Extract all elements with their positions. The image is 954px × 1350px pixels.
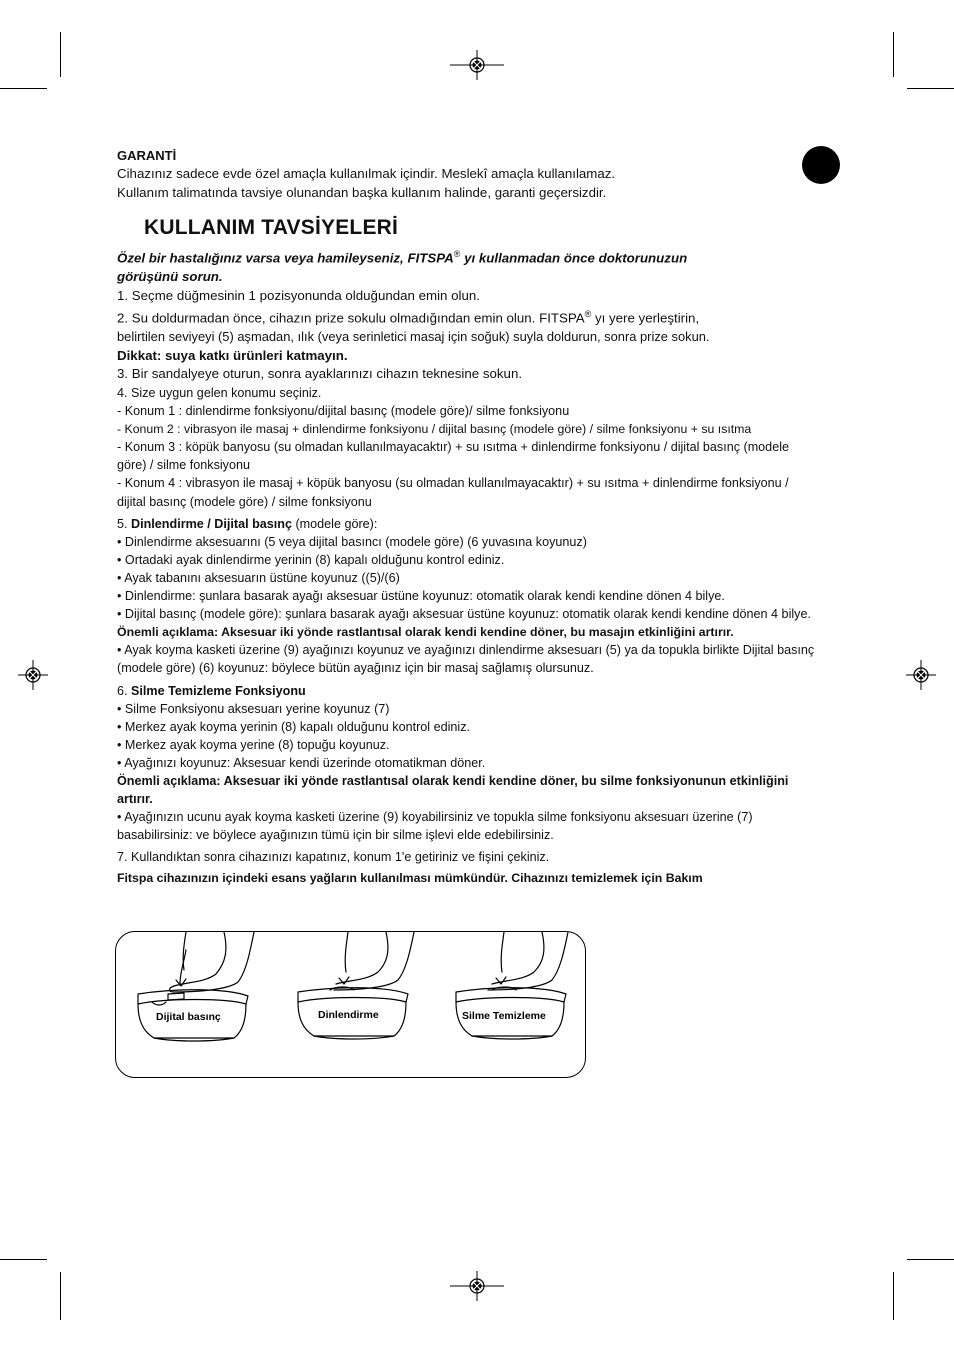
figure-label: Silme Temizleme	[462, 1010, 546, 1022]
crop-mark	[0, 88, 47, 89]
registration-mark-icon	[18, 660, 48, 690]
step-text: 7. Kullandıktan sonra cihazınızı kapatınız, konum 1'e getiriniz ve fişini çekiniz.	[117, 850, 550, 865]
warranty-line: Cihazınız sadece evde özel amaçla kullanılmak içindir. Meslekî amaçla kullanılamaz.	[117, 166, 616, 181]
step-text: 1. Seçme düğmesinin 1 pozisyonunda olduğundan emin olun.	[117, 287, 480, 303]
crop-mark	[60, 32, 61, 77]
list-item: • Ayak koyma kasketi üzerine (9) ayağınızı koyunuz ve ayağınızı dinlendirme aksesuarı (5) ya da topukla birlikte Dijital basınç (modele göre) (6) koyunuz: böylece bütün ayağınız için bir masaj sağlamış olursunuz.	[117, 643, 815, 676]
figure-label: Dijital basınç	[156, 1011, 221, 1023]
list-item: • Merkez ayak koyma yerinin (8) kapalı olduğunu kontrol ediniz.	[117, 719, 471, 734]
usage-illustration	[115, 931, 586, 1078]
important-note: Önemli açıklama: Aksesuar iki yönde rastlantısal olarak kendi kendine döner, bu masajın etkinliğini artırır.	[117, 625, 734, 640]
position-item: - Konum 4 : vibrasyon ile masaj + köpük banyosu (su olmadan kullanılmayacaktır) + su ısıtma + dinlendirme fonksiyonu / dijital basınç (modele göre) / silme fonksiyonu	[117, 476, 789, 509]
registration-mark-icon	[906, 660, 936, 690]
step-text: 4. Size uygun gelen konumu seçiniz.	[117, 386, 322, 400]
crop-mark	[907, 88, 954, 89]
warranty-section	[117, 147, 817, 202]
registered-mark: ®	[453, 249, 461, 259]
important-note: Önemli açıklama: Aksesuar iki yönde rastlantısal olarak kendi kendine döner, bu silme fonksiyonunun etkinliğini artırır.	[117, 773, 789, 807]
list-item: • Dijital basınç (modele göre): şunlara basarak ayağı aksesuar üstüne koyunuz: otomatik olarak kendi kendine dönen 4 bilye.	[117, 607, 811, 622]
position-item: - Konum 3 : köpük banyosu (su olmadan kullanılmayacaktır) + su ısıtma + dinlendirme fonksiyonu / dijital basınç (modele göre) / silme fonksiyonu	[117, 440, 789, 473]
crop-mark	[893, 32, 894, 77]
step-title: Silme Temizleme Fonksiyonu	[131, 683, 306, 698]
step-text-part: yı yere yerleştirin,	[591, 310, 700, 326]
crop-mark	[0, 1259, 47, 1260]
list-item: • Silme Fonksiyonu aksesuarı yerine koyunuz (7)	[117, 701, 390, 716]
final-note: Fitspa cihazınızın içindeki esans yağların kullanılması mümkündür. Cihazınızı temizlemek için Bakım	[117, 871, 703, 886]
step-text: belirtilen seviyeyi (5) aşmadan, ılık (veya serinletici masaj için soğuk) suyla doldurun, sonra prize sokun.	[117, 329, 710, 345]
step-title: Dinlendirme / Dijital basınç	[131, 516, 292, 531]
figure-label: Dinlendirme	[318, 1009, 379, 1021]
list-item: • Ayak tabanını aksesuarın üstüne koyunuz ((5)/(6)	[117, 570, 400, 585]
step-note: (modele göre):	[291, 516, 378, 531]
warning-text-part: yı kullanmadan önce doktorunuzun	[460, 250, 688, 266]
position-item: - Konum 2 : vibrasyon ile masaj + dinlendirme fonksiyonu / dijital basınç (modele göre) / silme fonksiyonu + su ısıtma	[117, 422, 752, 437]
step-text: 3. Bir sandalyeye oturun, sonra ayaklarınızı cihazın teknesine sokun.	[117, 366, 523, 382]
crop-mark	[907, 1259, 954, 1260]
warning-text	[117, 245, 817, 268]
crop-mark	[60, 1272, 61, 1320]
step-number: 6.	[117, 683, 132, 698]
step-text	[117, 305, 817, 328]
registration-mark-icon	[450, 1271, 504, 1301]
usage-section	[117, 245, 817, 888]
step-number: 5.	[117, 516, 132, 531]
step-heading	[117, 515, 817, 533]
registration-mark-icon	[450, 50, 504, 80]
list-item: • Ayağınızın ucunu ayak koyma kasketi üzerine (9) koyabilirsiniz ve topukla silme fonksiyonu aksesuarı üzerine (7) basabilirsiniz: ve böylece ayağınızın tümü için bir silme işlevi elde edebilirsiniz.	[117, 810, 753, 843]
position-item: - Konum 1 : dinlendirme fonksiyonu/dijital basınç (modele göre)/ silme fonksiyonu	[117, 404, 570, 419]
warning-text-part: Özel bir hastalığınız varsa veya hamileyseniz, FITSPA	[117, 250, 454, 266]
list-item: • Ayağınızı koyunuz: Aksesuar kendi üzerinde otomatikman döner.	[117, 755, 486, 770]
list-item: • Merkez ayak koyma yerine (8) topuğu koyunuz.	[117, 737, 390, 752]
warranty-title: GARANTİ	[117, 148, 177, 163]
list-item: • Ortadaki ayak dinlendirme yerinin (8) kapalı olduğunu kontrol ediniz.	[117, 552, 505, 567]
warning-text: görüşünü sorun.	[117, 269, 223, 285]
registered-mark: ®	[584, 309, 592, 320]
caution-text: Dikkat: suya katkı ürünleri katmayın.	[117, 347, 348, 363]
crop-mark	[893, 1272, 894, 1320]
list-item: • Dinlendirme: şunlara basarak ayağı aksesuar üstüne koyunuz: otomatik olarak kendi kendine dönen 4 bilye.	[117, 589, 725, 604]
step-heading	[117, 682, 817, 700]
warranty-line: Kullanım talimatında tavsiye olunandan başka kullanım halinde, garanti geçersizdir.	[117, 184, 607, 200]
step-text-part: 2. Su doldurmadan önce, cihazın prize sokulu olmadığından emin olun. FITSPA	[117, 310, 585, 326]
list-item: • Dinlendirme aksesuarını (5 veya dijital basıncı (modele göre) (6 yuvasına koyunuz)	[117, 534, 587, 549]
page-title: KULLANIM TAVSİYELERİ	[144, 216, 399, 239]
foot-spa-illustration	[116, 932, 585, 1077]
